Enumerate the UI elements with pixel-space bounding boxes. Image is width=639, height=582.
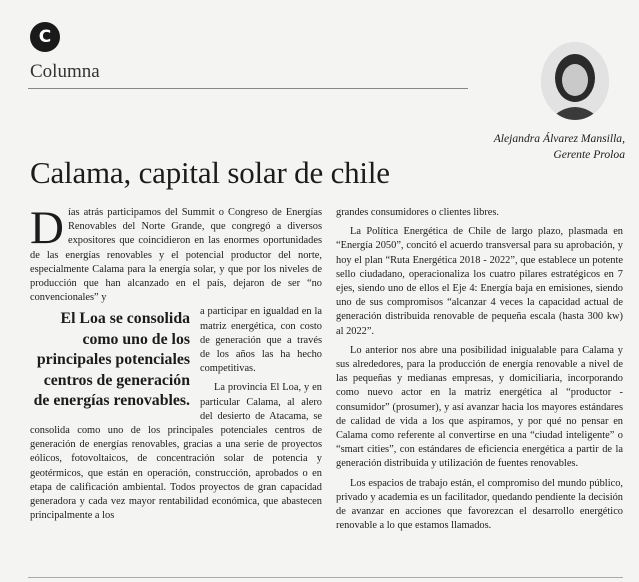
author-photo — [541, 42, 609, 120]
pull-quote: El Loa se consolida como uno de los principales potenciales centros de generación de energías renovables. — [33, 310, 190, 410]
section-label: Columna — [30, 61, 100, 82]
author-byline — [365, 131, 625, 163]
paragraph-r2: Lo anterior nos abre una posibilidad inigualable para Calama y sus alrededores, para la producción de energía renovable a nivel de las pequeñas y medianas empresas, y domiciliaria, incorporando como nuevo actor en la matriz energética al “productor - consumidor” (prosumer), y así avanzar hacia los mayores estándares de calidad de vida a los que aspiramos, y por qué no pensar en Calama como referente al convertirse en una “ciudad inteligente” o “smart cities”, con estándares de eficiencia energética a partir de la generación distribuida y utilización de fuentes renovables. — [336, 344, 623, 470]
paragraph-r3: Los espacios de trabajo están, el compromiso del mundo público, privado y academia es un facilitador, quedando pendiente la decisión de avanzar en acciones que favorezcan el desarrollo energético renovable a lo que estamos llamados. — [336, 477, 623, 532]
section-divider — [28, 88, 468, 89]
bottom-divider — [28, 577, 623, 578]
paragraph-1b: a participar en igualdad en la matriz energética, con costo de generación que a través de los años las ha hecho competitivas. — [200, 306, 322, 375]
dropcap: D — [30, 202, 64, 254]
article-title: Calama, capital solar de chile — [30, 155, 390, 190]
paragraph-1a-text: ías atrás participamos del Summit o Congreso de Energías Renovables del Norte Grande, que congregó a diversos expositores que coincidieron en las enormes oportunidades de las energías renovables y el potencial productor del norte, especialmente Calama para la energía solar, y que por los niveles de producción que han alcanzado en el país, dejaron de ser “no convencionales” y — [30, 207, 322, 304]
left-column — [30, 202, 322, 523]
author-name: Alejandra Álvarez Mansilla, — [493, 132, 625, 145]
paragraph-r0: grandes consumidores o clientes libres. — [336, 207, 500, 218]
paragraph-r1: La Política Energética de Chile de largo plazo, plasmada en “Energía 2050”, concitó el acuerdo transversal para su aprobación, y hoy el plan “Ruta Energética 2018 - 2022”, que establece un potente sello ciudadano, operacionaliza los cuatro pilares estratégicos en 7 ejes, siendo uno de ellos el Eje 4: Energía baja en emisiones, siendo uno de sus compromisos “alcanzar 4 veces la capacidad actual de generación distribuida renovable de pequeña escala (hasta 300 kw) al 2022”. — [336, 226, 623, 337]
author-role: Gerente Proloa — [553, 148, 625, 161]
right-column — [336, 206, 623, 533]
section-badge: C — [30, 22, 60, 52]
paragraph-2: La provincia El Loa, y en particular Calama, al alero del desierto de Atacama, se consolida como uno de los principales potenciales centros de generación de energías renovables, gracias a una serie de proyectos eólicos, fotovoltaicos, de concentración solar de potencia y geotérmicos, que están en operación, construcción, aprobados o en etapa de calificación ambiental. Todos proyectos de gran capacidad generadora y cada vez mayor rentabilidad económica, que abastecen principalmente a los — [30, 382, 322, 522]
paragraph-1a — [30, 202, 322, 305]
author-portrait-icon — [541, 42, 609, 120]
